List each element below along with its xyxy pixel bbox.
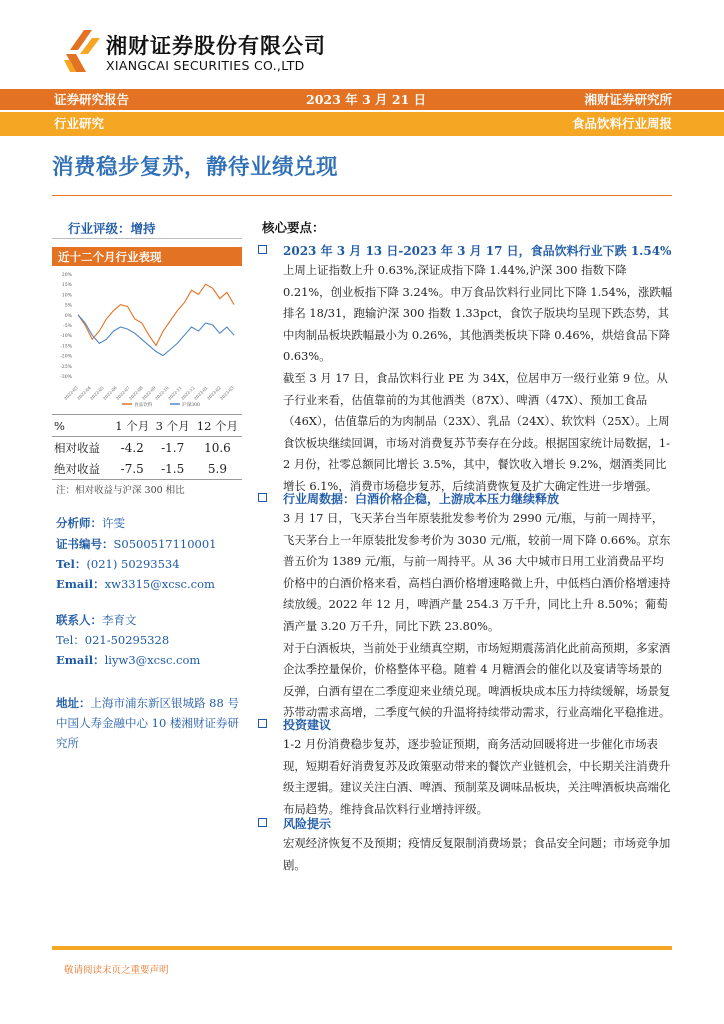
contact-line bbox=[56, 612, 137, 628]
header-band-secondary bbox=[0, 112, 724, 136]
cert-line bbox=[56, 536, 217, 552]
section-4-body bbox=[283, 833, 673, 876]
section-4-heading: 风险提示 bbox=[283, 817, 332, 831]
core-points-title: 核心要点： bbox=[262, 220, 325, 235]
y-tick-label: 10% bbox=[61, 293, 72, 299]
section-1-body bbox=[283, 260, 673, 498]
company-name-cn: 湘财证券股份有限公司 bbox=[106, 34, 326, 58]
series-line-1 bbox=[78, 315, 234, 356]
section-2-paragraph-2: 对于白酒板块，当前处于业绩真空期，市场短期震荡消化此前高预期，多家酒企汰季控量保价，价格整体平稳。随着 4 月糖酒会的催化以及宴请等场景的反弹，白酒有望在二季度迎来业绩兑现。啤酒板块成本压力持续缓解，场景复苏带动需求高增，二季度气候的升温将持续带动需求，行业高端化平稳推进。 bbox=[283, 640, 671, 720]
y-tick-label: -10% bbox=[60, 334, 72, 340]
table-header-cell: 12 个月 bbox=[193, 415, 242, 437]
perf-chart-title: 近十二个月行业表现 bbox=[58, 250, 162, 264]
contact-email-link[interactable]: liyw3@xcsc.com bbox=[104, 653, 201, 667]
y-tick-label: -25% bbox=[60, 364, 72, 370]
x-tick-label: 2022-10 bbox=[153, 385, 170, 402]
x-tick-label: 2023-01 bbox=[192, 385, 209, 402]
table-cell: -1.7 bbox=[161, 440, 185, 455]
report-type: 证券研究报告 bbox=[54, 92, 130, 107]
address-line-3: 究所 bbox=[56, 736, 79, 750]
cert-label: 证书编号： bbox=[56, 537, 114, 551]
x-tick-label: 2022-11 bbox=[166, 385, 183, 402]
section-1-heading: 2023 年 3 月 13 日-2023 年 3 月 17 日，食品饮料行业下跌 1.54% bbox=[283, 244, 672, 258]
tel-line bbox=[56, 556, 180, 572]
x-tick-label: 2022-04 bbox=[75, 385, 92, 402]
rating-divider bbox=[52, 238, 242, 239]
square-bullet-icon bbox=[258, 245, 267, 254]
table-row bbox=[52, 458, 242, 480]
header-band-primary bbox=[0, 89, 724, 110]
y-tick-label: -20% bbox=[60, 354, 72, 360]
analyst-line bbox=[56, 515, 125, 531]
table-note: 注：相对收益与沪深 300 相比 bbox=[56, 485, 185, 496]
y-tick-label: 0% bbox=[64, 313, 72, 319]
rating-label: 行业评级： bbox=[68, 221, 131, 236]
table-header-cell: 1 个月 bbox=[112, 415, 152, 437]
section-4-paragraph-1: 宏观经济恢复不及预期；疫情反复限制消费场景；食品安全问题；市场竞争加剧。 bbox=[283, 836, 671, 872]
industry-rating bbox=[68, 219, 156, 237]
y-tick-label: -30% bbox=[60, 375, 72, 380]
contact-email-line bbox=[56, 652, 200, 668]
table-header-cell: % bbox=[52, 415, 112, 437]
y-tick-label: -15% bbox=[60, 344, 72, 350]
tel-value: (021) 50293534 bbox=[86, 557, 180, 571]
table-row-label: 相对收益 bbox=[54, 440, 100, 455]
square-bullet-icon bbox=[258, 818, 267, 827]
address-line-2: 中国人寿金融中心 10 楼湘财证券研 bbox=[56, 716, 239, 730]
y-tick-label: -5% bbox=[63, 324, 72, 329]
table-row bbox=[52, 437, 242, 459]
performance-table bbox=[52, 414, 242, 480]
section-2-heading: 行业周数据：白酒价格企稳，上游成本压力继续释放 bbox=[283, 492, 560, 506]
address-line-1 bbox=[56, 695, 239, 711]
cert-value: S0500517110001 bbox=[113, 537, 217, 551]
performance-chart bbox=[52, 268, 242, 410]
x-tick-label: 2022-07 bbox=[114, 385, 131, 402]
section-2-paragraph-1: 3 月 17 日，飞天茅台当年原装批发参考价为 2990 元/瓶，与前一周持平，飞天茅台上一年原装批发参考价为 3030 元/瓶，较前一周下降 0.66%。京东普五价为 1389 元/瓶，与前一周持平。从 36 大中城市日用工业消费品平均价格中的白酒价格来看，高档白酒价格增速略微上升，中低档白酒价格增速持续放缓。2022 年 12 月，啤酒产量 254.3 万千升，同比上升 8.50%；葡萄酒产量 3.20 万千升，同比下跌 23.80%。 bbox=[283, 511, 671, 633]
y-tick-label: 20% bbox=[61, 273, 72, 278]
table-header-row bbox=[52, 415, 242, 437]
report-series: 食品饮料行业周报 bbox=[571, 116, 672, 131]
section-1-paragraph-1: 上周上证指数上升 0.63%,深证成指下降 1.44%,沪深 300 指数下降 0.21%，创业板指下降 3.24%。申万食品饮料行业同比下降 1.54%，涨跌幅排名 18/31，跑输沪深 300 指数 1.33pct，食饮子版块均呈现下跌态势，其中肉制品板块跌幅最小为 0.26%，其他酒类板块下降 0.46%，烘焙食品下降 0.63%。 bbox=[283, 263, 673, 364]
section-3-heading: 投资建议 bbox=[283, 718, 332, 732]
table-cell: -4.2 bbox=[120, 440, 144, 455]
x-tick-label: 2022-12 bbox=[179, 385, 196, 402]
legend-label: 食品饮料 bbox=[134, 403, 153, 408]
tel-label: Tel： bbox=[56, 557, 87, 571]
company-logo-icon bbox=[62, 28, 102, 74]
email-line bbox=[56, 576, 215, 592]
analyst-name: 许雯 bbox=[102, 516, 125, 530]
x-tick-label: 2022-05 bbox=[88, 385, 105, 402]
y-tick-label: 5% bbox=[64, 303, 72, 309]
table-cell: 10.6 bbox=[204, 440, 231, 455]
email-link[interactable]: xw3315@xcsc.com bbox=[104, 577, 215, 591]
table-cell: -7.5 bbox=[112, 458, 152, 480]
institute-name: 湘财证券研究所 bbox=[584, 92, 672, 107]
report-category: 行业研究 bbox=[54, 116, 105, 131]
contact-tel: Tel：021-50295328 bbox=[56, 633, 170, 647]
analyst-label: 分析师： bbox=[56, 516, 102, 530]
x-tick-label: 2023-02 bbox=[205, 385, 222, 402]
square-bullet-icon bbox=[258, 719, 267, 728]
section-3-body bbox=[283, 734, 673, 820]
section-3-paragraph-1: 1-2 月份消费稳步复苏，逐步验证预期，商务活动回暖将进一步催化市场表现，短期看好消费复苏及政策驱动带来的餐饮产业链机会，中长期关注消费升级主逻辑。建议关注白酒、啤酒、预制菜及调味品板块，关注啤酒板块高端化布局趋势。维持食品饮料行业增持评级。 bbox=[283, 737, 671, 816]
contact-name: 李育文 bbox=[102, 613, 137, 627]
table-cell: 5.9 bbox=[193, 458, 242, 480]
contact-email-label: Email： bbox=[56, 653, 105, 667]
rating-value: 增持 bbox=[130, 221, 156, 236]
footer-disclaimer: 敬请阅读末页之重要声明 bbox=[64, 965, 169, 976]
x-tick-label: 2023-03 bbox=[218, 385, 235, 402]
series-line-0 bbox=[78, 284, 234, 345]
x-tick-label: 2022-03 bbox=[62, 385, 79, 402]
footer-divider bbox=[52, 946, 672, 950]
table-cell: -1.5 bbox=[152, 458, 192, 480]
email-label: Email： bbox=[56, 577, 105, 591]
address-label: 地址： bbox=[56, 696, 91, 710]
company-name-en: XIANGCAI SECURITIES CO.,LTD bbox=[106, 58, 305, 73]
title-divider bbox=[52, 195, 672, 196]
x-tick-label: 2022-06 bbox=[101, 385, 118, 402]
table-header-cell: 3 个月 bbox=[152, 415, 192, 437]
x-tick-label: 2022-09 bbox=[140, 385, 157, 402]
legend-label: 沪深300 bbox=[182, 403, 200, 408]
table-row-label: 绝对收益 bbox=[52, 458, 112, 480]
address-text-1: 上海市浦东新区银城路 88 号 bbox=[90, 696, 239, 710]
section-1-paragraph-2: 截至 3 月 17 日，食品饮料行业 PE 为 34X，位居申万一级行业第 9 位。从子行业来看，估值靠前的为其他酒类（87X）、啤酒（47X）、预加工食品（46X），估值靠后的为肉制品（23X）、乳品（24X）、软饮料（25X）。上周食饮板块继续回调，市场对消费复苏节奏存在分歧。根据国家统计局数据，1-2 月份，社零总额同比增长 3.5%，其中，餐饮收入增长 9.2%，烟酒类同比增长 6.1%，消费市场稳步复苏，后续消费恢复及扩大确定性进一步增强。 bbox=[283, 370, 670, 493]
square-bullet-icon bbox=[258, 493, 267, 502]
y-tick-label: 15% bbox=[61, 283, 72, 289]
x-tick-label: 2022-08 bbox=[127, 385, 144, 402]
contact-label: 联系人： bbox=[56, 613, 102, 627]
section-2-body bbox=[283, 508, 673, 724]
page-title: 消费稳步复苏，静待业绩兑现 bbox=[52, 155, 339, 180]
report-date: 2023 年 3 月 21 日 bbox=[306, 92, 427, 107]
